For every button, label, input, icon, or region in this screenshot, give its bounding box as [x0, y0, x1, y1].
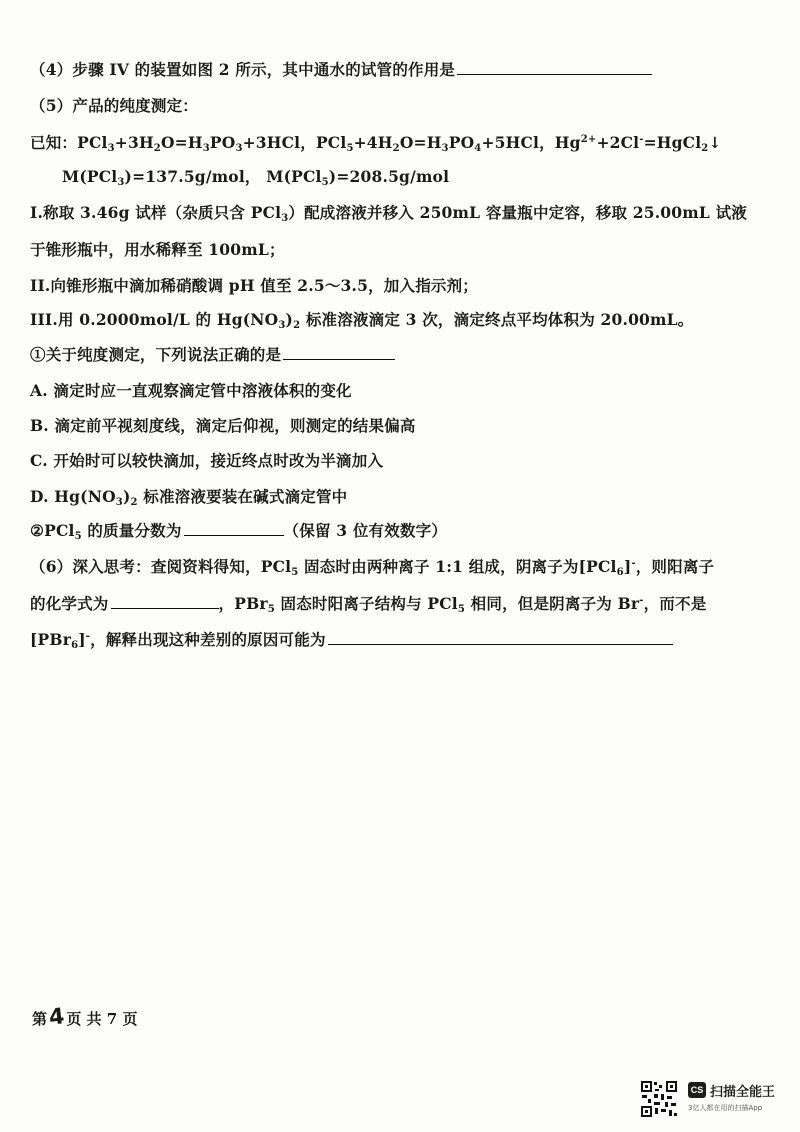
camscanner-name: 扫描全能王 — [710, 1085, 776, 1100]
camscanner-tagline: 3亿人都在用的扫描App — [688, 1104, 763, 1112]
option-d: D. $Hg(NO_3)_2$ 标准溶液要装在碱式滴定管中 — [30, 487, 348, 508]
handwritten-page-number: 4 — [47, 1004, 66, 1031]
question-4 — [30, 60, 652, 80]
known-equations: 已知：$PCl_3+3H_2O=H_3PO_3+3HCl$，$PCl_5+4H_2O=H_3PO_4+5HCl$，$Hg^{2+}+2Cl^-=HgCl_2↓$ — [30, 133, 722, 154]
question-6-line-2: 的化学式为 ，PBr$_5$ 固态时阳离子结构与 PCl$_5$ 相同，但是阴离子为 Br-，而不是 — [30, 594, 707, 615]
option-a: A. 滴定时应一直观察滴定管中溶液体积的变化 — [30, 381, 352, 400]
sub-question-2: ②PCl$_5$ 的质量分数为 （保留 3 位有效数字） — [30, 521, 448, 542]
equation-pcl5-hydrolysis: $PCl_5+4H_2O=H_3PO_4+5HCl$， — [315, 133, 555, 154]
equation-hgcl2-precipitation: $Hg^{2+}+2Cl^-=HgCl_2↓$ — [554, 133, 722, 154]
sub-question-1: ①关于纯度测定，下列说法正确的是 — [30, 345, 395, 365]
q4-text: （4）步骤 IV 的装置如图 2 所示，其中通水的试管的作用是 — [30, 60, 456, 79]
step-1-line-2: 于锥形瓶中，用水稀释至 100mL； — [30, 240, 285, 259]
option-b: B. 滴定前平视刻度线，滴定后仰视，则测定的结果偏高 — [30, 416, 416, 435]
step-2: II.向锥形瓶中滴加稀硝酸调 pH 值至 2.5～3.5，加入指示剂； — [30, 276, 479, 295]
q5-title: （5）产品的纯度测定： — [30, 96, 198, 115]
answer-blank-sub2[interactable] — [184, 521, 284, 536]
molar-masses: M(PCl$_3$)=137.5g/mol， M(PCl$_5$)=208.5g/mol — [62, 167, 450, 188]
answer-blank-cation[interactable] — [111, 594, 219, 609]
step-1: I.称取 3.46g 试样（杂质只含 PCl$_3$）配成溶液并移入 250mL 容量瓶中定容，移取 25.00mL 试液 — [30, 203, 747, 224]
answer-blank-sub1[interactable] — [283, 345, 395, 360]
equation-pcl3-hydrolysis: $PCl_3+3H_2O=H_3PO_3+3HCl$， — [77, 133, 316, 154]
camscanner-logo: CS — [688, 1082, 706, 1098]
question-6-line-3: [PBr$_6$]-，解释出现这种差别的原因可能为 — [30, 630, 673, 650]
question-6-line-1: （6）深入思考：查阅资料得知，PCl$_5$ 固态时由两种离子 1:1 组成，阴离子为[PCl$_6$]-，则阳离子 — [30, 557, 715, 578]
answer-blank-reason[interactable] — [328, 630, 673, 645]
page-footer: 第4页 共 7 页 — [32, 1004, 138, 1031]
option-c: C. 开始时可以较快滴加，接近终点时改为半滴加入 — [30, 451, 384, 470]
answer-blank-q4[interactable] — [457, 60, 652, 75]
qr-code-icon — [640, 1080, 678, 1118]
step-3: III.用 0.2000mol/L 的 $Hg(NO_3)_2$ 标准溶液滴定 3 次，滴定终点平均体积为 20.00mL。 — [30, 310, 694, 331]
